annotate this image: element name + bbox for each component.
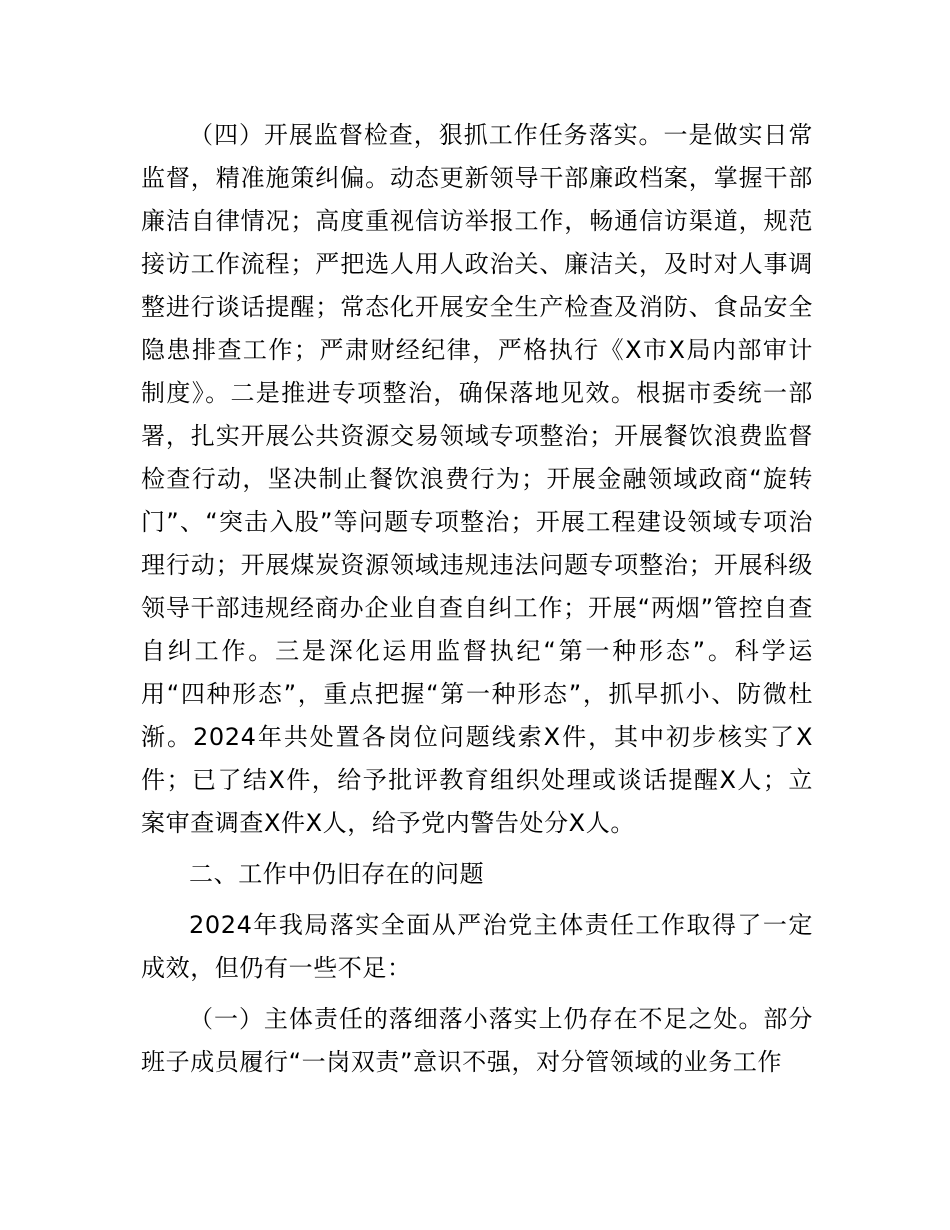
paragraph-supervision-inspection: （四）开展监督检查，狠抓工作任务落实。一是做实日常监督，精准施策纠偏。动态更新领导干部廉政档案，掌握干部廉洁自律情况；高度重视信访举报工作，畅通信访渠道，规范接访工作流程；严把选人用人政治关、廉洁关，及时对人事调整进行谈话提醒；常态化开展安全生产检查及消防、食品安全隐患排查工作；严肃财经纪律，严格执行《X市X局内部审计制度》。二是推进专项整治，确保落地见效。根据市委统一部署，扎实开展公共资源交易领域专项整治；开展餐饮浪费监督检查行动，坚决制止餐饮浪费行为；开展金融领域政商“旋转门”、“突击入股”等问题专项整治；开展工程建设领域专项治理行动；开展煤炭资源领域违规违法问题专项整治；开展科级领导干部违规经商办企业自查自纠工作；开展“两烟”管控自查自纠工作。三是深化运用监督执纪“第一种形态”。科学运用“四种形态”，重点把握“第一种形态”，抓早抓小、防微杜渐。2024年共处置各岗位问题线索X件，其中初步核实了X件；已了结X件，给予批评教育组织处理或谈话提醒X人；立案审查调查X件X人，给予党内警告处分X人。 — [141, 121, 813, 837]
paragraph-summary-shortcomings: 2024年我局落实全面从严治党主体责任工作取得了一定成效，但仍有一些不足： — [141, 911, 813, 982]
section-heading-existing-problems: 二、工作中仍旧存在的问题 — [189, 860, 485, 888]
document-page — [141, 114, 813, 1084]
paragraph-main-responsibility: （一）主体责任的落细落小落实上仍存在不足之处。部分班子成员履行“一岗双责”意识不强，对分管领域的业务工作 — [141, 1005, 813, 1076]
